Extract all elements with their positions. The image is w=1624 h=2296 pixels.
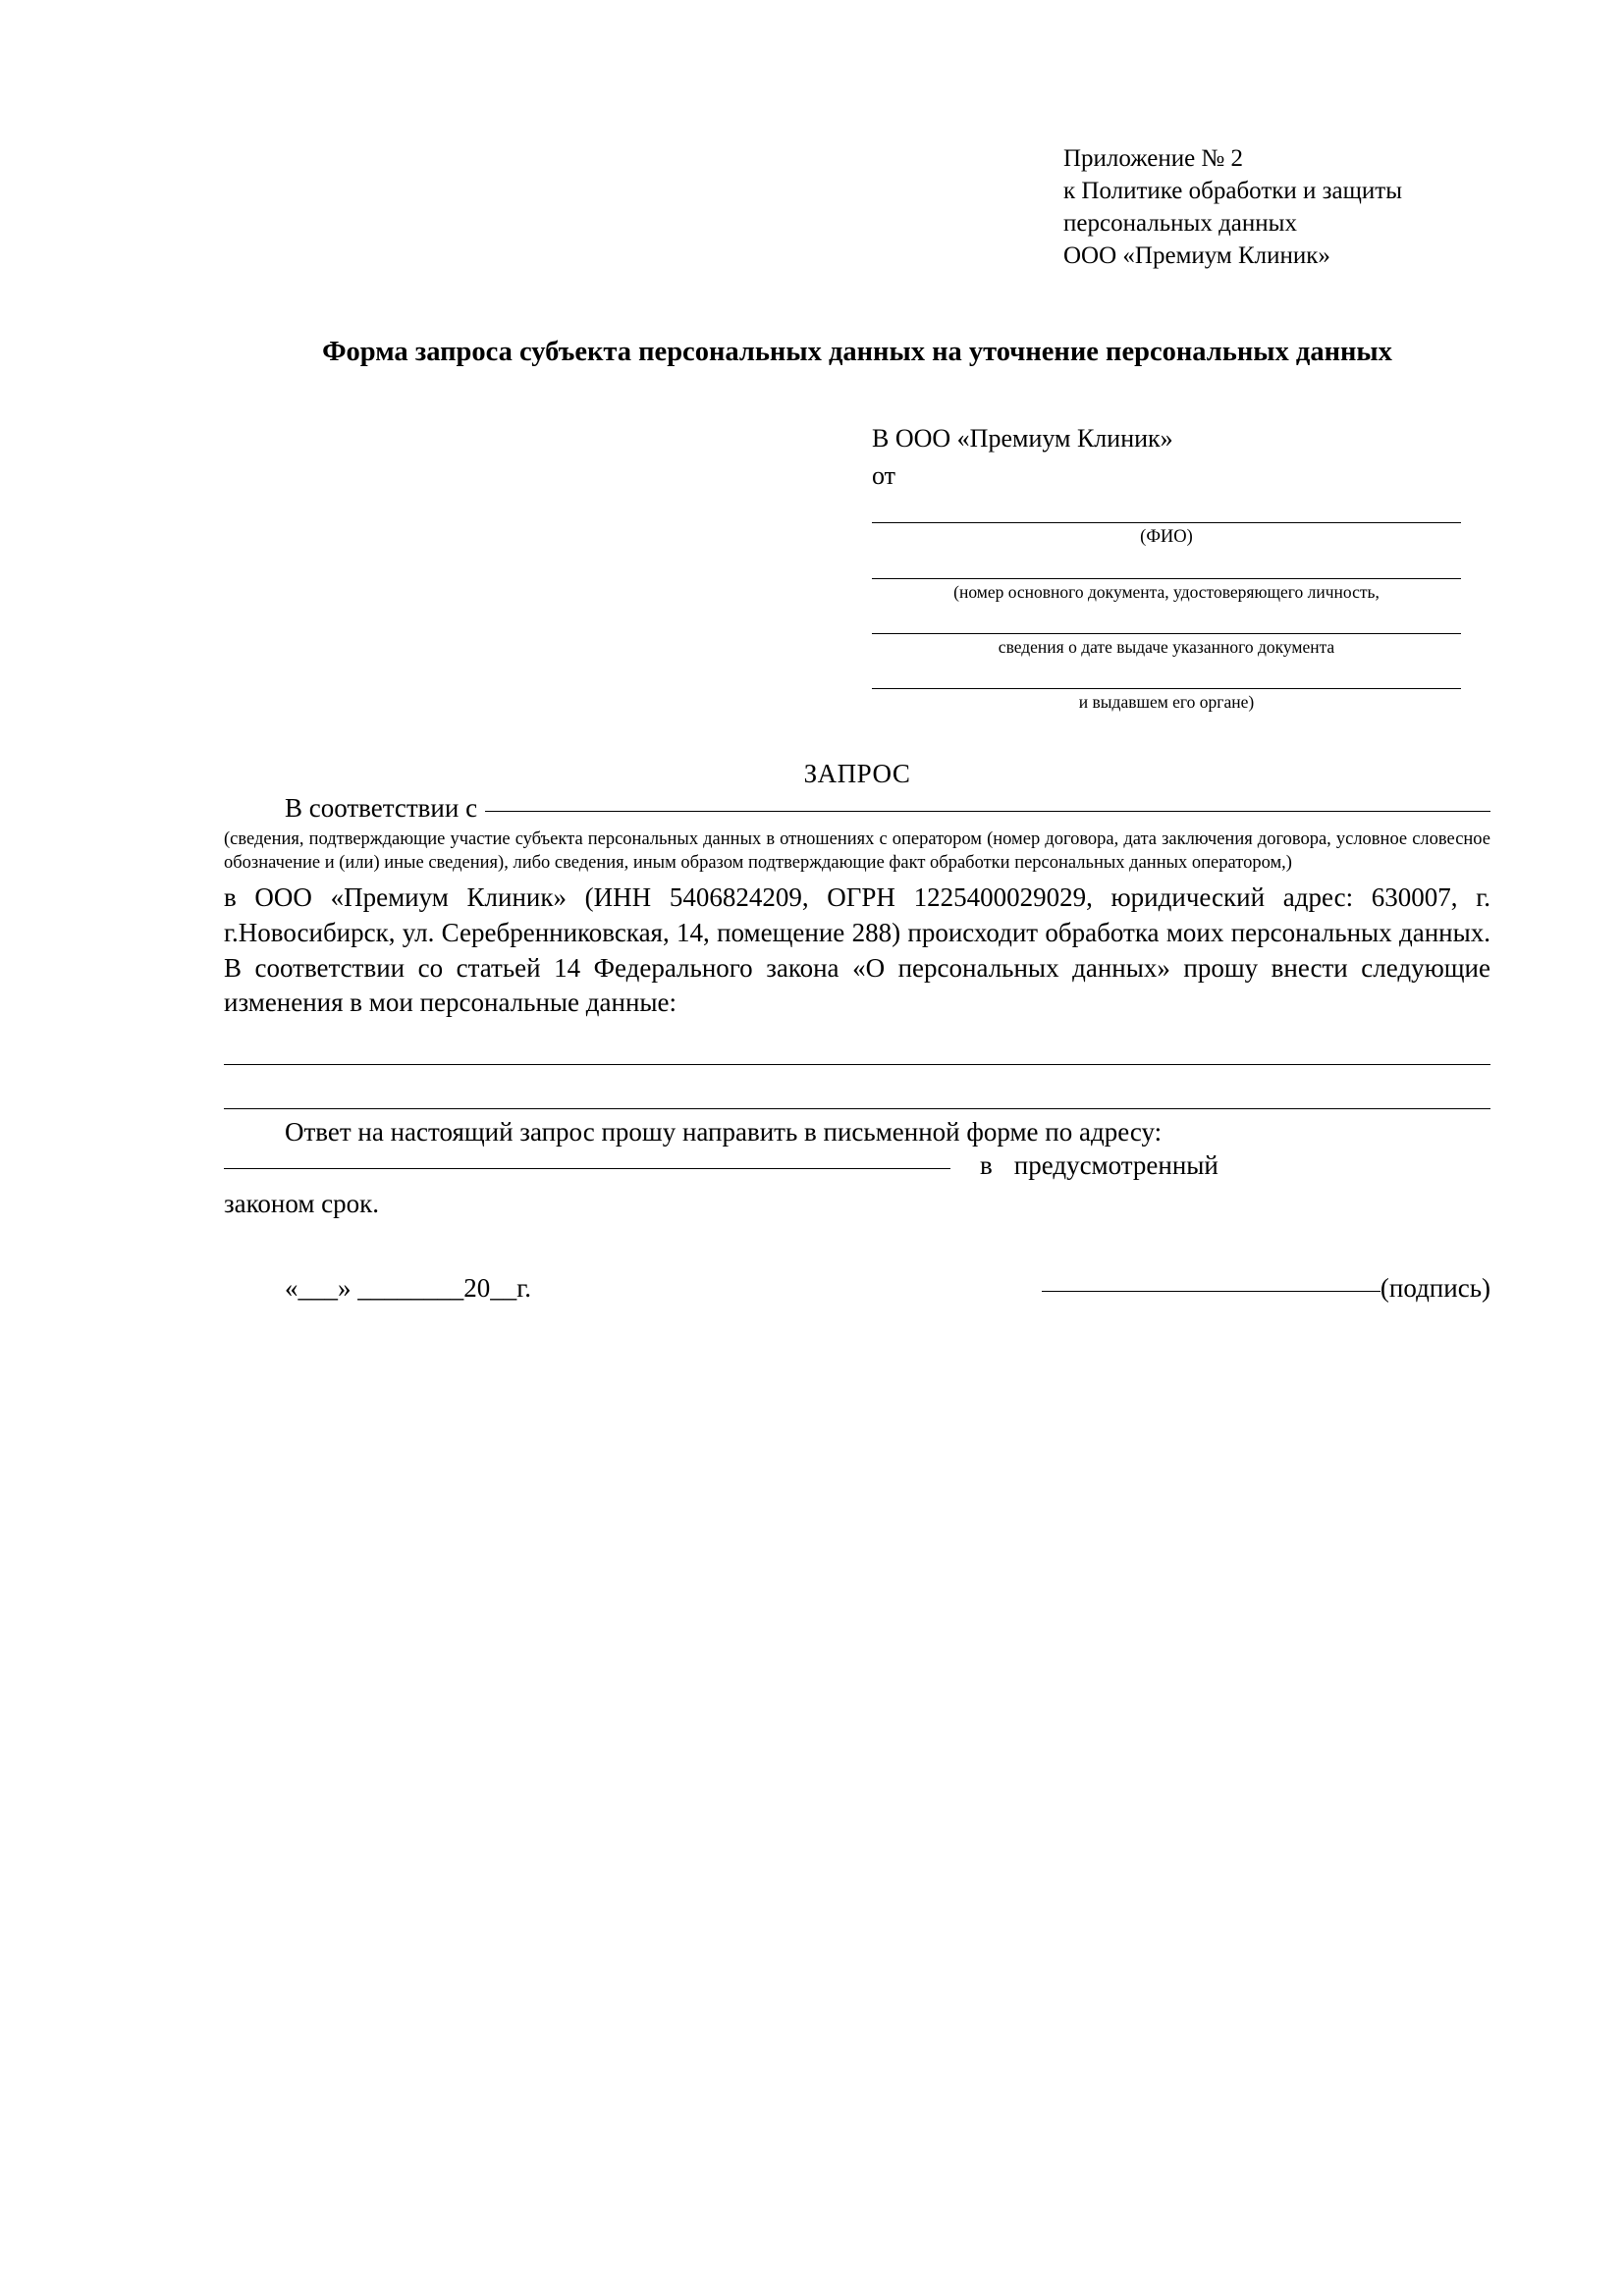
signature-block <box>224 1273 1490 1304</box>
answer-address-row <box>224 1150 1490 1181</box>
answer-mid-label: в <box>980 1150 993 1181</box>
addressee-from-label: от <box>872 461 896 491</box>
document-date-input-line[interactable] <box>872 608 1461 634</box>
request-body: в ООО «Премиум Клиник» (ИНН 5406824209, ОГРН 1225400029029, юридический адрес: 630007, г. г.Новосибирск, ул. Серебренниковская, 14, помещение 288) происходит обработка моих персональных данных. В соответствии со статьей 14 Федерального закона «О персональных данных» прошу внести следующие изменения в мои персональные данные: <box>224 881 1490 1018</box>
date-field[interactable]: «___» ________20__г. <box>285 1273 532 1304</box>
signature-label: (подпись) <box>1380 1273 1490 1304</box>
changes-input-line-2[interactable] <box>224 1075 1490 1109</box>
document-issuer-input-line[interactable] <box>872 663 1461 689</box>
signature-input-line[interactable] <box>1042 1291 1380 1292</box>
section-title: ЗАПРОС <box>803 758 911 788</box>
answer-end: законом срок. <box>224 1189 380 1219</box>
header-line-4: ООО «Премиум Клиник» <box>1063 242 1330 269</box>
fio-caption: (ФИО) <box>1140 526 1193 547</box>
header-line-1: Приложение № 2 <box>1063 145 1244 172</box>
fio-input-line[interactable] <box>872 497 1461 523</box>
answer-lead: Ответ на настоящий запрос прошу направить в письменной форме по адресу: <box>285 1117 1163 1148</box>
request-lead-label: В соответствии с <box>285 792 478 823</box>
header-line-2: к Политике обработки и защиты <box>1063 178 1403 204</box>
header-line-3: персональных данных <box>1063 210 1297 237</box>
document-issuer-caption: и выдавшем его органе) <box>1078 691 1255 712</box>
addressee-organization: В ООО «Премиум Клиник» <box>872 424 1173 454</box>
document-header-block <box>1063 142 1490 272</box>
answer-address-input-line[interactable] <box>224 1168 950 1169</box>
document-content <box>224 0 1490 1304</box>
changes-input-line-1[interactable] <box>224 1031 1490 1065</box>
request-fineprint: (сведения, подтверждающие участие субъекта персональных данных в отношениях с оператором (номер договора, дата заключения договора, условное словесное обозначение и (или) иные сведения), либо сведения, иным образом подтверждающие факт обработки персональных данных оператором,) <box>224 828 1490 873</box>
request-lead-row <box>224 793 1490 824</box>
page-title: Форма запроса субъекта персональных данных на уточнение персональных данных <box>322 337 1392 367</box>
addressee-block <box>872 422 1461 713</box>
request-lead-input-line[interactable] <box>485 811 1490 812</box>
answer-tail-label: предусмотренный <box>1013 1150 1218 1181</box>
document-date-caption: сведения о дате выдаче указанного документа <box>998 636 1335 657</box>
document-number-input-line[interactable] <box>872 553 1461 579</box>
document-number-caption: (номер основного документа, удостоверяющего личность, <box>953 582 1380 603</box>
